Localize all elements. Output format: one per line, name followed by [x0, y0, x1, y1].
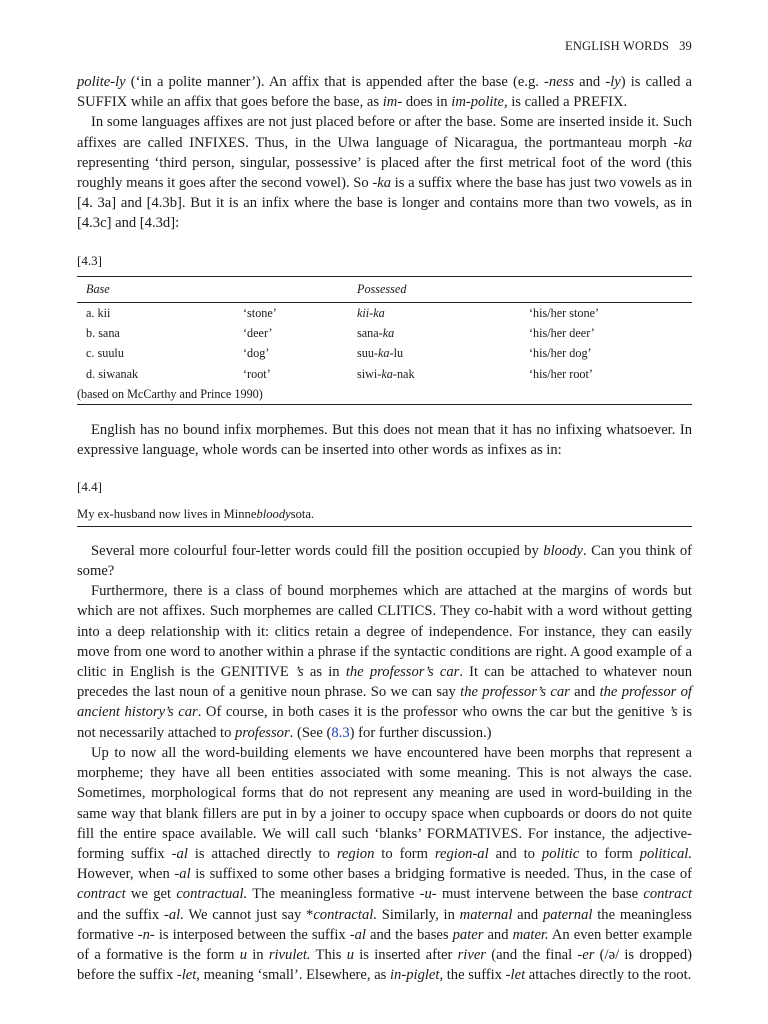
example-table [77, 276, 692, 405]
table-source: (based on McCarthy and Prince 1990) [77, 384, 692, 405]
paragraph: English has no bound infix morphemes. But this does not mean that it has no infixing whatsoever. In expressive language, whole words can be inserted into other words as infixes as in: [77, 422, 692, 459]
paragraph: Furthermore, there is a class of bound morphemes which are attached at the margins of words but which are not affixes. Such morphemes are called CLITICS. They co-habit with a word without getting into a deep relationship with it: clitics retain a degree of independence. For instance, they can easily move from one word to another within a phrase if the syntactic conditions are right. A good example of a clitic in English is the GENITIVE ’s as in the professor’s car. It can be attached to whatever noun precedes the last noun of a genitive noun phrase. So we can say the professor’s car and the professor of ancient history’s car. Of course, in both cases it is the professor who owns the car but the genitive ’s is not necessarily attached to professor. (See (8.3) for further discussion.) [77, 583, 693, 741]
table-source-row [77, 384, 692, 405]
page-number: 39 [679, 39, 692, 53]
example-label: [4.3] [77, 252, 102, 268]
table-header [77, 276, 692, 302]
paragraph: polite-ly (‘in a polite manner’). An affix that is appended after the base (e.g. -ness and -ly) is called a SUFFIX while an affix that goes before the base, as im- does in im-polite, is called a PREFIX. [77, 74, 692, 111]
page-body [77, 72, 692, 985]
table-row: b. sana ‘deer’ sana-ka ‘his/her deer’ [86, 326, 595, 341]
paragraph: In some languages affixes are not just placed before or after the base. Some are inserted inside it. Such affixes are called INFIXES. Thus, in the Ulwa language of Nicaragua, the portmanteau morph -ka representing ‘third person, singular, possessive’ is placed after the first metrical foot of the word (this roughly means it goes after the second vowel). So -ka is a suffix where the base has just two vowels as in [4. 3a] and [4.3b]. But it is an infix where the base is longer and contains more than two vowels, as in [4.3c] and [4.3d]: [77, 114, 693, 232]
column-header-possessed: Possessed [348, 276, 520, 302]
paragraph: Several more colourful four-letter words could fill the position occupied by bloody. Can you think of some? [77, 542, 692, 580]
example-sentence: My ex-husband now lives in Minnebloodysota. [77, 504, 692, 527]
table-row: d. siwanak ‘root’ siwi-ka-nak ‘his/her root’ [86, 366, 593, 381]
header-title: ENGLISH WORDS [564, 39, 670, 53]
cross-reference-link[interactable]: 8.3 [331, 724, 350, 741]
table-row: a. kii ‘stone’ kii-ka ‘his/her stone’ [86, 306, 600, 321]
example-label: [4.4] [77, 479, 102, 495]
table-row: c. suulu ‘dog’ suu-ka-lu ‘his/her dog’ [86, 346, 592, 361]
paragraph: Up to now all the word-building elements we have encountered have been morphs that represent a morpheme; they have all been entities associated with some meaning. This is not always the case. Sometimes, morphological forms that do not represent any meaning are used in word-building in the same way that blank fillers are put in by a joiner to occupy space when cupboards or doors do not quite fill the entire space available. We will call such ‘blanks’ FORMATIVES. For instance, the adjective-forming suffix -al is attached directly to region to form region-al and to politic to form political. However, when -al is suffixed to some other bases a bridging formative is needed. Thus, in the case of contract we get contractual. The meaningless formative -u- must intervene between the base contract and the suffix -al. We cannot just say *contractal. Similarly, in maternal and paternal the meaningless formative -n- is interposed between the suffix -al and the bases pater and mater. An even better example of a formative is the form u in rivulet. This u is inserted after river (and the final -er (/ə/ is dropped) before the suffix -let, meaning ‘small’. Elsewhere, as in-piglet, the suffix -let attaches directly to the root. [77, 744, 693, 984]
column-header-base: Base [77, 276, 234, 302]
running-header [555, 39, 692, 54]
